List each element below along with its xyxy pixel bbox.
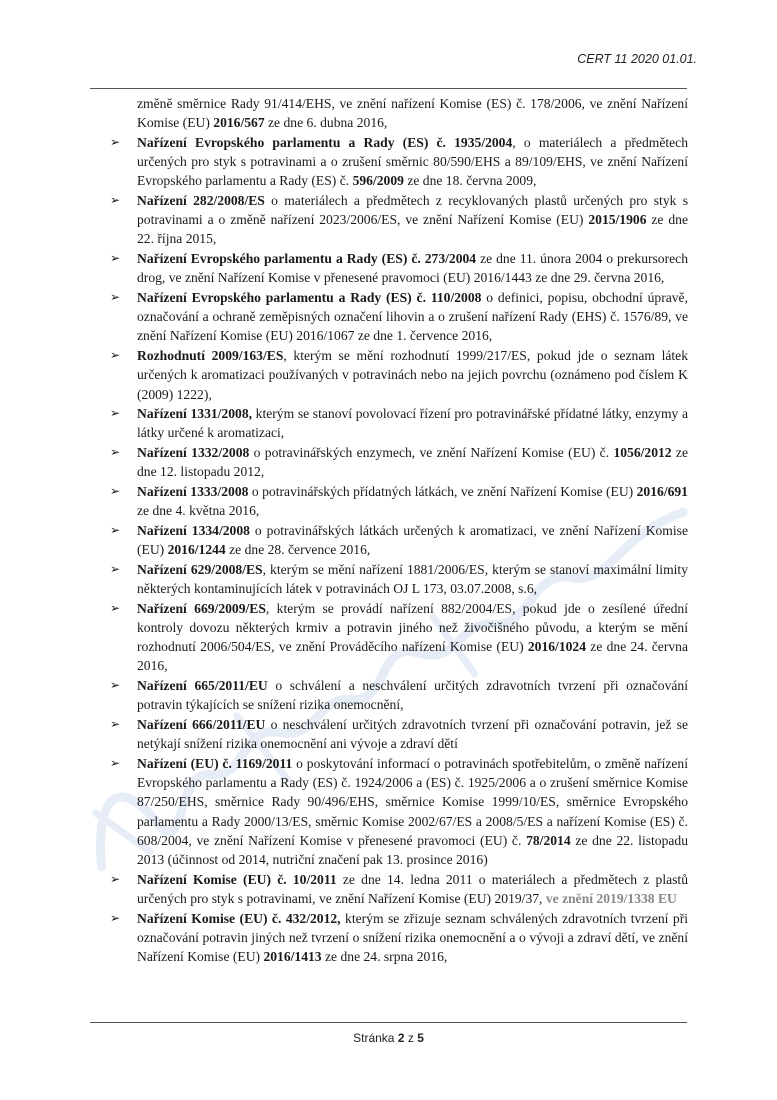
regulation-item: ➢ Nařízení 666/2011/EU o neschválení určitých zdravotních tvrzení při označování potravin, jež se netýkají snížení rizika onemocnění ani vývoje a zdraví dětí xyxy=(110,717,688,752)
arrow-bullet-icon: ➢ xyxy=(110,600,121,615)
regulation-item: ➢ Nařízení Evropského parlamentu a Rady (ES) č. 110/2008 o definici, popisu, obchodní úpravě, označování a ochraně zeměpisných označení lihovin a o zrušení nařízení Rady (EHS) č. 1576/89, ve znění Nařízení Komise (EU) 2016/1067 ze dne 1. července 2016, xyxy=(110,290,688,344)
footer-divider xyxy=(90,1022,687,1023)
regulation-item: ➢ Nařízení 282/2008/ES o materiálech a předmětech z recyklovaných plastů určených pro styk s potravinami a o změně nařízení 2023/2006/ES, ve znění Nařízení Komise (EU) 2015/1906 ze dne 22. října 2015, xyxy=(110,193,688,247)
arrow-bullet-icon: ➢ xyxy=(110,290,121,305)
arrow-bullet-icon: ➢ xyxy=(110,678,121,693)
arrow-bullet-icon: ➢ xyxy=(110,717,121,731)
regulation-item: ➢ Nařízení Evropského parlamentu a Rady (ES) č. 273/2004 ze dne 11. února 2004 o prekursorech drog, ve znění Nařízení Komise v přenesené pravomoci (EU) 2016/1443 ze dne 29. června 2016, xyxy=(110,251,688,286)
arrow-bullet-icon: ➢ xyxy=(110,755,121,770)
arrow-bullet-icon: ➢ xyxy=(110,193,121,208)
regulation-item: ➢ Nařízení 629/2008/ES, kterým se mění nařízení 1881/2006/ES, kterým se stanoví maximální limity některých kontaminujících látek v potravinách OJ L 173, 03.07.2008, s.6, xyxy=(110,561,688,597)
arrow-bullet-icon: ➢ xyxy=(110,406,121,421)
arrow-bullet-icon: ➢ xyxy=(110,561,121,576)
regulation-item: ➢ Nařízení 1331/2008, kterým se stanoví povolovací řízení pro potravinářské přídatné látky, enzymy a látky určené k aromatizaci, xyxy=(110,406,688,441)
regulation-list xyxy=(108,133,688,966)
document-body xyxy=(108,94,688,966)
arrow-bullet-icon: ➢ xyxy=(110,445,121,460)
header-divider xyxy=(90,88,687,89)
regulation-item: ➢ Nařízení 665/2011/EU o schválení a neschválení určitých zdravotních tvrzení při označování potravin týkajících se snížení rizika onemocnění, xyxy=(110,678,689,713)
regulation-item: ➢ Nařízení 1334/2008 o potravinářských látkách určených k aromatizaci, ve znění Nařízení Komise (EU) 2016/1244 ze dne 28. července 2016, xyxy=(110,522,688,558)
regulation-item: ➢ Nařízení (EU) č. 1169/2011 o poskytování informací o potravinách spotřebitelům, o změně nařízení Evropského parlamentu a Rady (ES) č. 1924/2006 a (ES) č. 1925/2006 a o zrušení směrnice Komise 87/250/EHS, směrnice Rady 90/496/EHS, směrnice Komise 1999/10/ES, směrnice Evropského parlamentu a Rady 2000/13/ES, směrnic Komise 2002/67/ES a 2008/5/ES a nařízení Komise (ES) č. 608/2004, ve znění Nařízení Komise v přenesené pravomoci (EU) č. 78/2014 ze dne 22. listopadu 2013 (účinnost od 2014, nutriční značení pak 13. prosince 2016) xyxy=(110,755,689,867)
continuation-paragraph: změně směrnice Rady 91/414/EHS, ve znění nařízení Komise (ES) č. 178/2006, ve znění Nařízení Komise (EU) 2016/567 ze dne 6. dubna 2016, xyxy=(137,96,688,131)
regulation-item: ➢ Nařízení Komise (EU) č. 10/2011 ze dne 14. ledna 2011 o materiálech a předmětech z plastů určených pro styk s potravinami, ve znění Nařízení Komise (EU) 2019/37, ve znění 2019/1338 EU xyxy=(110,871,688,906)
regulation-item: ➢ Nařízení 669/2009/ES, kterým se provádí nařízení 882/2004/ES, pokud jde o zesílené úřední kontroly dovozu některých krmiv a potravin jiného než živočišného původu, a kterým se mění rozhodnutí 2006/504/ES, ve znění Prováděcího nařízení Komise (EU) 2016/1024 ze dne 24. června 2016, xyxy=(110,600,688,674)
arrow-bullet-icon: ➢ xyxy=(110,522,121,537)
arrow-bullet-icon: ➢ xyxy=(110,871,121,886)
regulation-item: ➢ Nařízení Evropského parlamentu a Rady (ES) č. 1935/2004, o materiálech a předmětech určených pro styk s potravinami a o zrušení směrnic 80/590/EHS a 89/109/EHS, ve znění Nařízení Evropského parlamentu a Rady (ES) č. 596/2009 ze dne 18. června 2009, xyxy=(110,134,688,189)
document-code: CERT 11 2020 01.01. xyxy=(577,52,697,66)
regulation-item: ➢ Nařízení 1333/2008 o potravinářských přídatných látkách, ve znění Nařízení Komise (EU) 2016/691 ze dne 4. května 2016, xyxy=(110,484,688,519)
regulation-item: ➢ Rozhodnutí 2009/163/ES, kterým se mění rozhodnutí 1999/217/ES, pokud jde o seznam látek určených k aromatizaci používaných v potravinách nebo na jejich povrchu (oznámeno pod číslem K (2009) 1222), xyxy=(110,348,688,402)
regulation-item: ➢ Nařízení Komise (EU) č. 432/2012, kterým se zřizuje seznam schválených zdravotních tvrzení při označování potravin jiných než tvrzení o snížení rizika onemocnění a o vývoji a zdraví dětí, ve znění Nařízení Komise (EU) 2016/1413 ze dne 24. srpna 2016, xyxy=(110,910,688,964)
arrow-bullet-icon: ➢ xyxy=(110,348,121,363)
arrow-bullet-icon: ➢ xyxy=(110,484,121,499)
arrow-bullet-icon: ➢ xyxy=(110,251,121,266)
page-number: Stránka 2 z 5 xyxy=(353,1031,424,1045)
arrow-bullet-icon: ➢ xyxy=(110,910,121,925)
regulation-item: ➢ Nařízení 1332/2008 o potravinářských enzymech, ve znění Nařízení Komise (EU) č. 1056/2012 ze dne 12. listopadu 2012, xyxy=(110,445,688,480)
arrow-bullet-icon: ➢ xyxy=(110,134,121,149)
